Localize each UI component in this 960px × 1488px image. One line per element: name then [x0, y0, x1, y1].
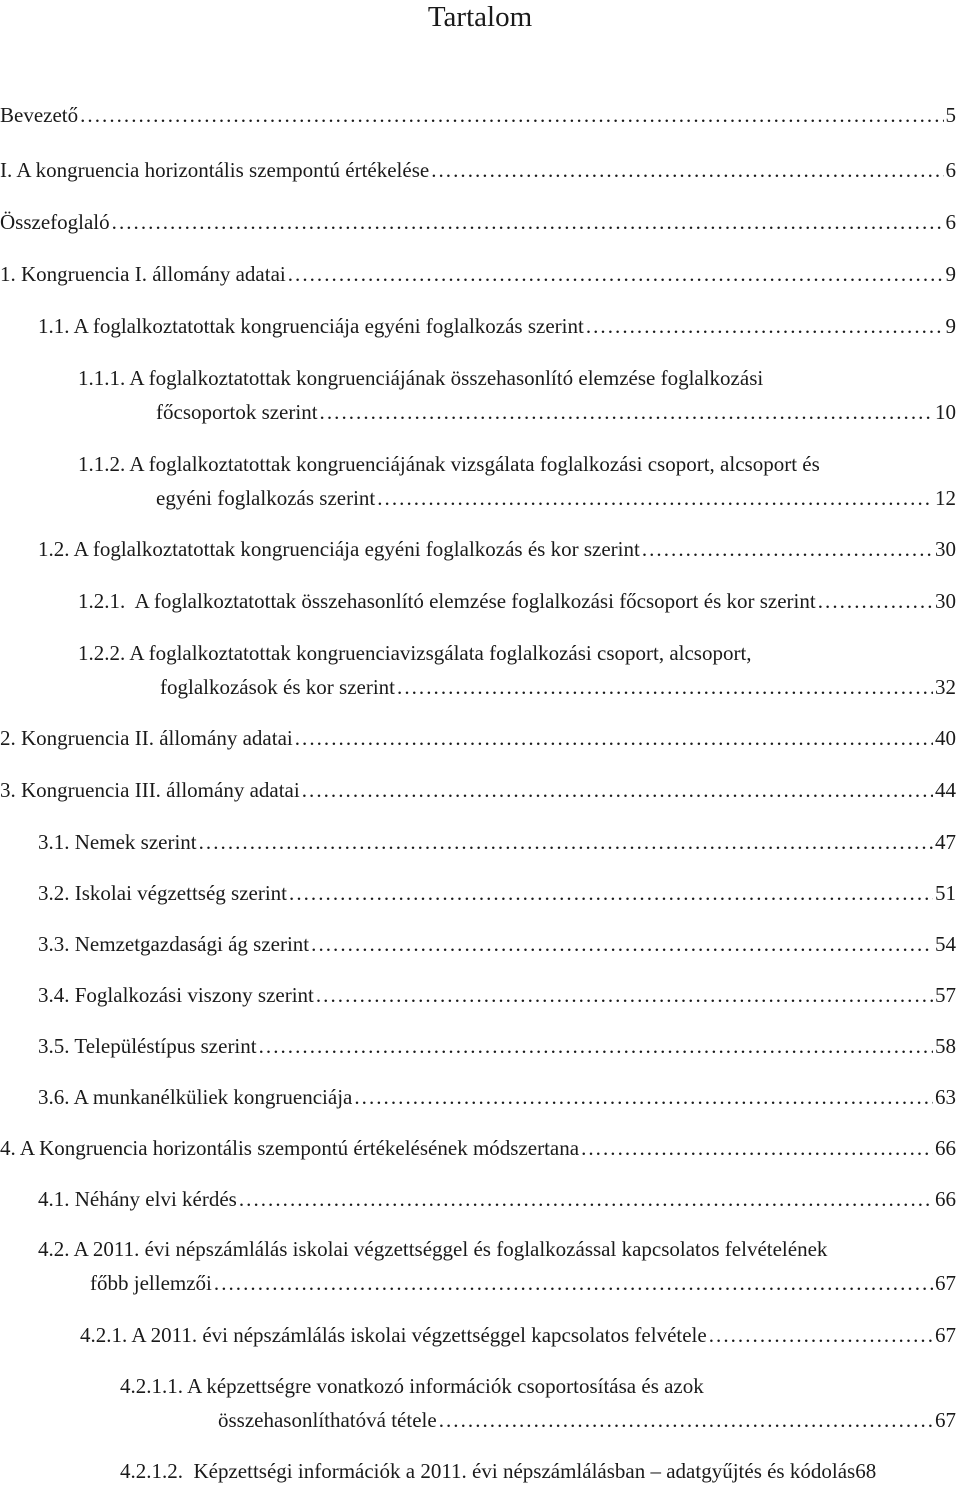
toc-page-number: 40 — [935, 726, 956, 750]
toc-page-number: 6 — [945, 210, 956, 234]
dot-leader — [377, 481, 933, 515]
page-title: Tartalom — [427, 1, 533, 33]
toc-entry-text-line1: 4.2.1.1. A képzettségre vonatkozó információk csoportosítása és azok — [120, 1374, 704, 1398]
dot-leader — [439, 1403, 933, 1437]
toc-entry-text-line1: 4.2. A 2011. évi népszámlálás iskolai végzettséggel és foglalkozással kapcsolatos felvételének — [38, 1237, 828, 1261]
toc-entry-kongruencia-3[interactable] — [0, 773, 956, 807]
dot-leader — [302, 773, 933, 807]
toc-entry-text-line1: 1.1.2. A foglalkoztatottak kongruenciájának vizsgálata foglalkozási csoport, alcsoport és — [78, 452, 820, 476]
dot-leader — [239, 1182, 933, 1216]
dot-leader — [642, 532, 933, 566]
toc-entry-4-2-1-2[interactable] — [120, 1454, 956, 1488]
toc-page-number: 67 — [935, 1271, 956, 1295]
toc-entry-1-1-1[interactable] — [78, 361, 956, 429]
dot-leader — [709, 1318, 933, 1352]
toc-entry-text: 1.2.1. A foglalkoztatottak összehasonlító elemzése foglalkozási főcsoport és kor szerint — [78, 589, 816, 613]
toc-entry-text: 3.5. Településtípus szerint — [38, 1034, 257, 1058]
toc-entry-text: 4.2.1. A 2011. évi népszámlálás iskolai végzettséggel kapcsolatos felvétele — [80, 1323, 707, 1347]
toc-entry-text: 3.3. Nemzetgazdasági ág szerint — [38, 932, 310, 956]
toc-entry-4-2-1[interactable] — [80, 1318, 956, 1352]
toc-entry-text: főcsoportok szerint — [156, 400, 318, 424]
toc-entry-1-1-2[interactable] — [78, 447, 956, 515]
toc-entry-text: 3.4. Foglalkozási viszony szerint — [38, 983, 314, 1007]
toc-entry-text: foglalkozások és kor szerint — [160, 675, 396, 699]
toc-page-number: 32 — [935, 675, 956, 699]
toc-entry-4-2-1-1[interactable] — [120, 1369, 956, 1437]
toc-entry-text: 3. Kongruencia III. állomány adatai — [0, 778, 300, 802]
dot-leader — [288, 257, 944, 291]
toc-page-number: 12 — [935, 486, 956, 510]
toc-entry-text: I. A kongruencia horizontális szempontú értékelése — [0, 158, 430, 182]
toc-page-number: 66 — [935, 1187, 956, 1211]
toc-page-number: 51 — [935, 881, 956, 905]
toc-entry-text: 4.2.1.2. Képzettségi információk a 2011. évi népszámlálásban – adatgyűjtés és kódolás — [120, 1459, 856, 1483]
toc-entry-1-2-1[interactable] — [78, 584, 956, 618]
toc-entry-kongruencia-1[interactable] — [0, 257, 956, 291]
toc-page-number: 67 — [935, 1408, 956, 1432]
toc-page-number: 30 — [935, 537, 956, 561]
toc-entry-text: 1.1. A foglalkoztatottak kongruenciája egyéni foglalkozás szerint — [38, 314, 584, 338]
toc-entry-text: 4. A Kongruencia horizontális szempontú értékelésének módszertana — [0, 1136, 580, 1160]
toc-page-number: 6 — [945, 158, 956, 182]
dot-leader — [80, 98, 943, 132]
dot-leader — [259, 1029, 933, 1063]
toc-entry-text: Összefoglaló — [0, 210, 110, 234]
toc-page-number: 66 — [935, 1136, 956, 1160]
dot-leader — [818, 584, 933, 618]
toc-entry-3-3[interactable] — [38, 927, 956, 961]
toc-page-number: 30 — [935, 589, 956, 613]
dot-leader — [316, 978, 933, 1012]
toc-entry-1-2[interactable] — [38, 532, 956, 566]
toc-page-number: 58 — [935, 1034, 956, 1058]
dot-leader — [586, 309, 944, 343]
toc-entry-text: 1.2. A foglalkoztatottak kongruenciája egyéni foglalkozás és kor szerint — [38, 537, 640, 561]
toc-entry-3-5[interactable] — [38, 1029, 956, 1063]
toc-entry-text: 2. Kongruencia II. állomány adatai — [0, 726, 293, 750]
toc-entry-text-line1: 1.1.1. A foglalkoztatottak kongruenciájának összehasonlító elemzése foglalkozási — [78, 366, 764, 390]
toc-page-number: 44 — [935, 778, 956, 802]
toc-page-number: 63 — [935, 1085, 956, 1109]
toc-entry-4-1[interactable] — [38, 1182, 956, 1216]
toc-entry-text: Bevezető — [0, 103, 79, 127]
toc-entry-text: főbb jellemzői — [90, 1271, 212, 1295]
toc-page-number: 68 — [855, 1459, 877, 1483]
toc-page-number: 47 — [935, 830, 956, 854]
toc-entry-text: 3.6. A munkanélküliek kongruenciája — [38, 1085, 353, 1109]
toc-page-number: 54 — [935, 932, 956, 956]
toc-entry-text: 4.1. Néhány elvi kérdés — [38, 1187, 237, 1211]
dot-leader — [354, 1080, 933, 1114]
toc-entry-kongruencia-2[interactable] — [0, 721, 956, 755]
toc-entry-3-6[interactable] — [38, 1080, 956, 1114]
toc-entry-text: egyéni foglalkozás szerint — [156, 486, 376, 510]
toc-entry-3-2[interactable] — [38, 876, 956, 910]
dot-leader — [199, 825, 933, 859]
toc-entry-osszefoglalo[interactable] — [0, 205, 956, 239]
toc-entry-kongruencia-horizontalis[interactable] — [0, 153, 956, 187]
toc-entry-1-2-2[interactable] — [78, 636, 956, 704]
dot-leader — [320, 395, 933, 429]
toc-entry-bevezeto[interactable] — [0, 98, 956, 132]
dot-leader — [295, 721, 933, 755]
toc-entry-text-line1: 1.2.2. A foglalkoztatottak kongruenciavizsgálata foglalkozási csoport, alcsoport, — [78, 641, 752, 665]
dot-leader — [289, 876, 933, 910]
toc-entry-1-1[interactable] — [38, 309, 956, 343]
dot-leader — [431, 153, 943, 187]
toc-entry-3-4[interactable] — [38, 978, 956, 1012]
toc-page-number: 57 — [935, 983, 956, 1007]
toc-entry-text: 3.2. Iskolai végzettség szerint — [38, 881, 288, 905]
toc-entry-3-1[interactable] — [38, 825, 956, 859]
toc-entry-modszertan[interactable] — [0, 1131, 956, 1165]
dot-leader — [112, 205, 944, 239]
dot-leader — [581, 1131, 933, 1165]
dot-leader — [397, 670, 933, 704]
toc-entry-text: 3.1. Nemek szerint — [38, 830, 197, 854]
toc-page-number: 10 — [935, 400, 956, 424]
dot-leader — [311, 927, 933, 961]
toc-page-number: 9 — [945, 262, 956, 286]
toc-entry-text: összehasonlíthatóvá tétele — [218, 1408, 437, 1432]
toc-page-number: 67 — [935, 1323, 956, 1347]
dot-leader — [214, 1266, 933, 1300]
toc-entry-4-2[interactable] — [38, 1232, 956, 1300]
toc-page-number: 9 — [945, 314, 956, 338]
toc-page-number: 5 — [945, 103, 956, 127]
toc-entry-text: 1. Kongruencia I. állomány adatai — [0, 262, 286, 286]
